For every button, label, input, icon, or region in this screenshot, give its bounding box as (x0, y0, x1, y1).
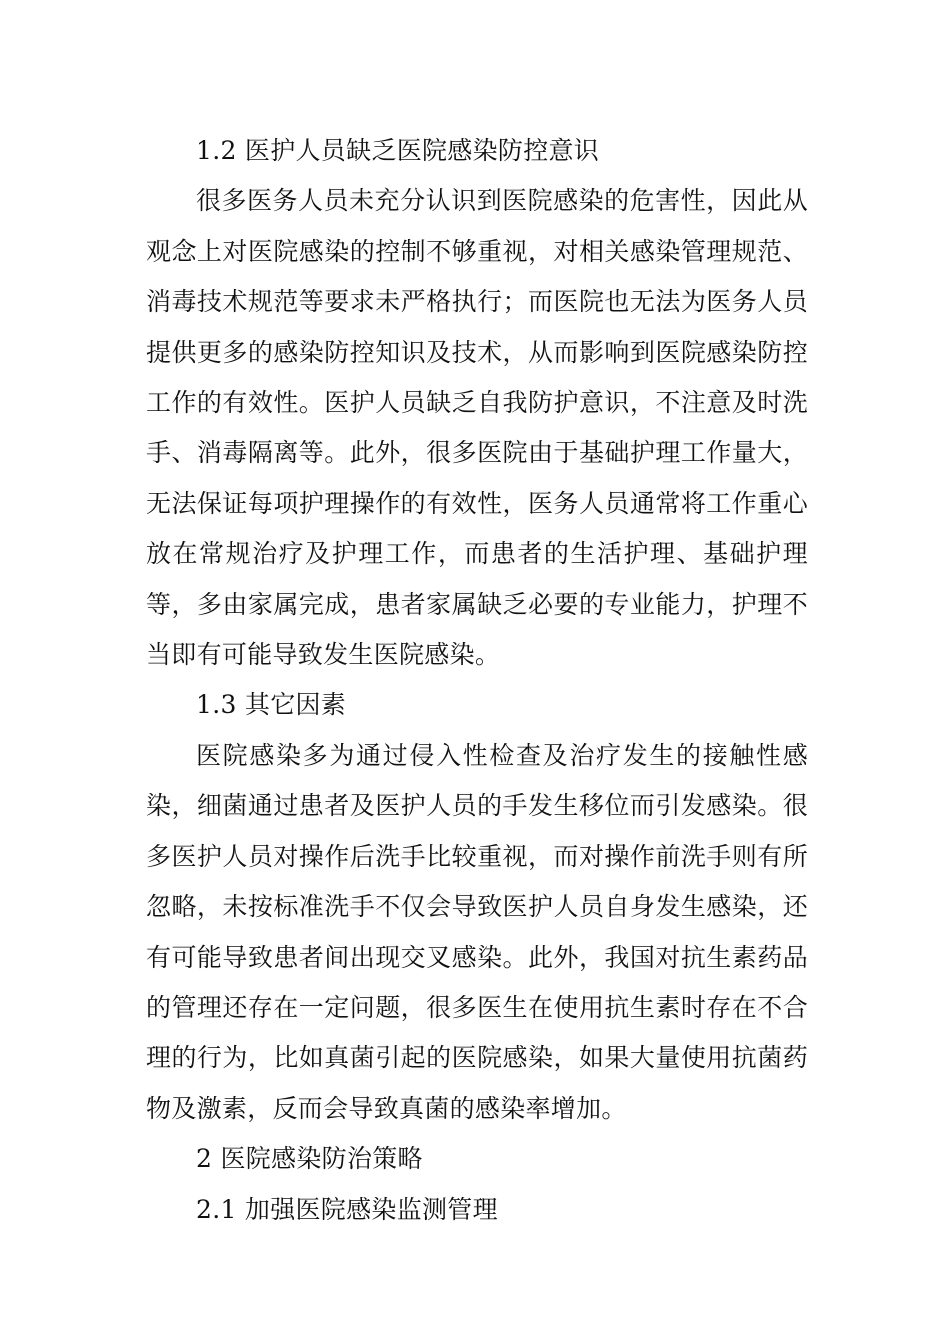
section-heading-2-1: 2.1 加强医院感染监测管理 (196, 1194, 498, 1224)
section-paragraph-1-2: 很多医务人员未充分认识到医院感染的危害性，因此从观念上对医院感染的控制不够重视，对相关感染管理规范、消毒技术规范等要求未严格执行；而医院也无法为医务人员提供更多的感染防控知识及技术，从而影响到医院感染防控工作的有效性。医护人员缺乏自我防护意识，不注意及时洗手、消毒隔离等。此外，很多医院由于基础护理工作量大，无法保证每项护理操作的有效性，医务人员通常将工作重心放在常规治疗及护理工作，而患者的生活护理、基础护理等，多由家属完成，患者家属缺乏必要的专业能力，护理不当即有可能导致发生医院感染。 (146, 186, 808, 670)
section-paragraph-1-3: 医院感染多为通过侵入性检查及治疗发生的接触性感染，细菌通过患者及医护人员的手发生移位而引发感染。很多医护人员对操作后洗手比较重视，而对操作前洗手则有所忽略，未按标准洗手不仅会导致医护人员自身发生感染，还有可能导致患者间出现交叉感染。此外，我国对抗生素药品的管理还存在一定问题，很多医生在使用抗生素时存在不合理的行为，比如真菌引起的医院感染，如果大量使用抗菌药物及激素，反而会导致真菌的感染率增加。 (146, 740, 808, 1123)
document-body (146, 126, 808, 1235)
section-heading-2: 2 医院感染防治策略 (196, 1144, 423, 1174)
section-heading-1-2: 1.2 医护人员缺乏医院感染防控意识 (196, 136, 600, 165)
section-heading-1-3: 1.3 其它因素 (196, 690, 347, 720)
